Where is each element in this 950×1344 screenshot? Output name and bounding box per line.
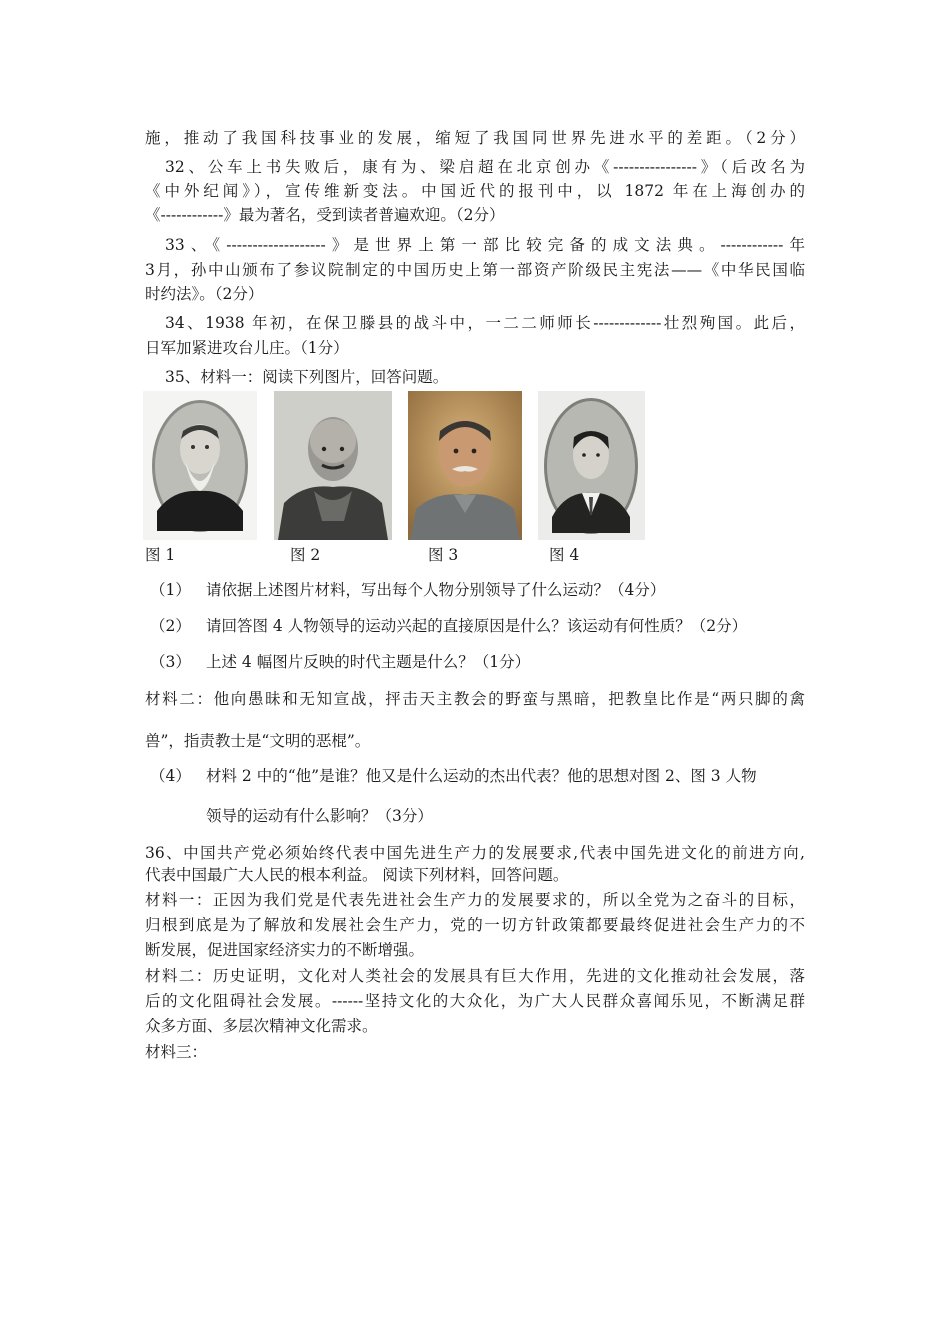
figure-4-portrait xyxy=(538,391,645,540)
subquestion-number: （2） xyxy=(150,617,191,635)
question-35-heading: 35、材料一：阅读下列图片，回答问题。 xyxy=(165,368,449,386)
question-33-line-2: 3月，孙中山颁布了参议院制定的中国历史上第一部资产阶级民主宪法——《中华民国临 xyxy=(145,261,805,279)
figure-2-portrait xyxy=(274,391,392,540)
material-1-line-3: 断发展，促进国家经济实力的不断增强。 xyxy=(145,941,425,959)
material-1-line-2: 归根到底是为了解放和发展社会生产力，党的一切方针政策都要最终促进社会生产力的不 xyxy=(145,916,805,934)
material-2-line-2: 兽”，指责教士是“文明的恶棍”。 xyxy=(145,732,371,750)
figure-4-caption: 图 4 xyxy=(549,546,580,564)
figure-3-caption: 图 3 xyxy=(428,546,459,564)
material-2b-line-1: 材料二：历史证明，文化对人类社会的发展具有巨大作用，先进的文化推动社会发展，落 xyxy=(145,967,805,985)
material-1-line-1: 材料一：正因为我们党是代表先进社会生产力的发展要求的，所以全党为之奋斗的目标， xyxy=(145,891,805,909)
question-32-line-1: 32、公车上书失败后，康有为、梁启超在北京创办《----------------》（后改名为 xyxy=(165,158,805,176)
figure-2-caption: 图 2 xyxy=(290,546,321,564)
question-33-line-3: 时约法》。（2分） xyxy=(145,285,264,303)
portrait-bald-man-image xyxy=(274,391,392,540)
figure-1-portrait xyxy=(143,391,257,540)
subquestion-text: 请依据上述图片材料，写出每个人物分别领导了什么运动？（4分） xyxy=(206,581,666,599)
subquestion-text: 材料 2 中的“他”是谁？他又是什么运动的杰出代表？他的思想对图 2、图 3 人物 xyxy=(206,767,757,785)
subquestion-number: （3） xyxy=(150,653,191,671)
subquestion-text: 上述 4 幅图片反映的时代主题是什么？（1分） xyxy=(206,653,531,671)
material-3-label: 材料三： xyxy=(145,1043,208,1061)
portrait-young-man-suit-image xyxy=(538,391,645,540)
question-33-line-1: 33、《-------------------》是世界上第一部比较完备的成文法典。------------年 xyxy=(165,236,805,254)
subquestion-number: （1） xyxy=(150,581,191,599)
question-34-line-2: 日军加紧进攻台儿庄。（1分） xyxy=(145,339,349,357)
text-line: 施，推动了我国科技事业的发展，缩短了我国同世界先进水平的差距。（2分） xyxy=(145,129,805,147)
subquestion-text: 请回答图 4 人物领导的运动兴起的直接原因是什么？该运动有何性质？（2分） xyxy=(206,617,748,635)
portrait-moustache-man-image xyxy=(408,391,522,540)
material-2b-line-2: 后的文化阻碍社会发展。------坚持文化的大众化，为广大人民群众喜闻乐见，不断满足群 xyxy=(145,992,805,1010)
portrait-elderly-man-image xyxy=(143,391,257,540)
material-2b-line-3: 众多方面、多层次精神文化需求。 xyxy=(145,1017,378,1035)
figure-3-portrait xyxy=(408,391,522,540)
figure-1-caption: 图 1 xyxy=(145,546,176,564)
subquestion-number: （4） xyxy=(150,767,191,785)
question-32-line-3: 《------------》最为著名，受到读者普遍欢迎。（2分） xyxy=(145,206,505,224)
question-34-line-1: 34、1938 年初，在保卫滕县的战斗中，一二二师师长-------------壮烈殉国。此后， xyxy=(165,314,805,332)
question-36-line-1: 36、中国共产党必须始终代表中国先进生产力的发展要求,代表中国先进文化的前进方向, xyxy=(145,844,805,862)
question-32-line-2: 《中外纪闻》），宣传维新变法。中国近代的报刊中，以 1872 年在上海创办的 xyxy=(145,182,805,200)
material-2-line-1: 材料二：他向愚昧和无知宣战，抨击天主教会的野蛮与黑暗，把教皇比作是“两只脚的禽 xyxy=(145,690,805,708)
question-36-line-2: 代表中国最广大人民的根本利益。 阅读下列材料，回答问题。 xyxy=(145,866,569,884)
subquestion-4-line-2: 领导的运动有什么影响？（3分） xyxy=(206,807,433,825)
